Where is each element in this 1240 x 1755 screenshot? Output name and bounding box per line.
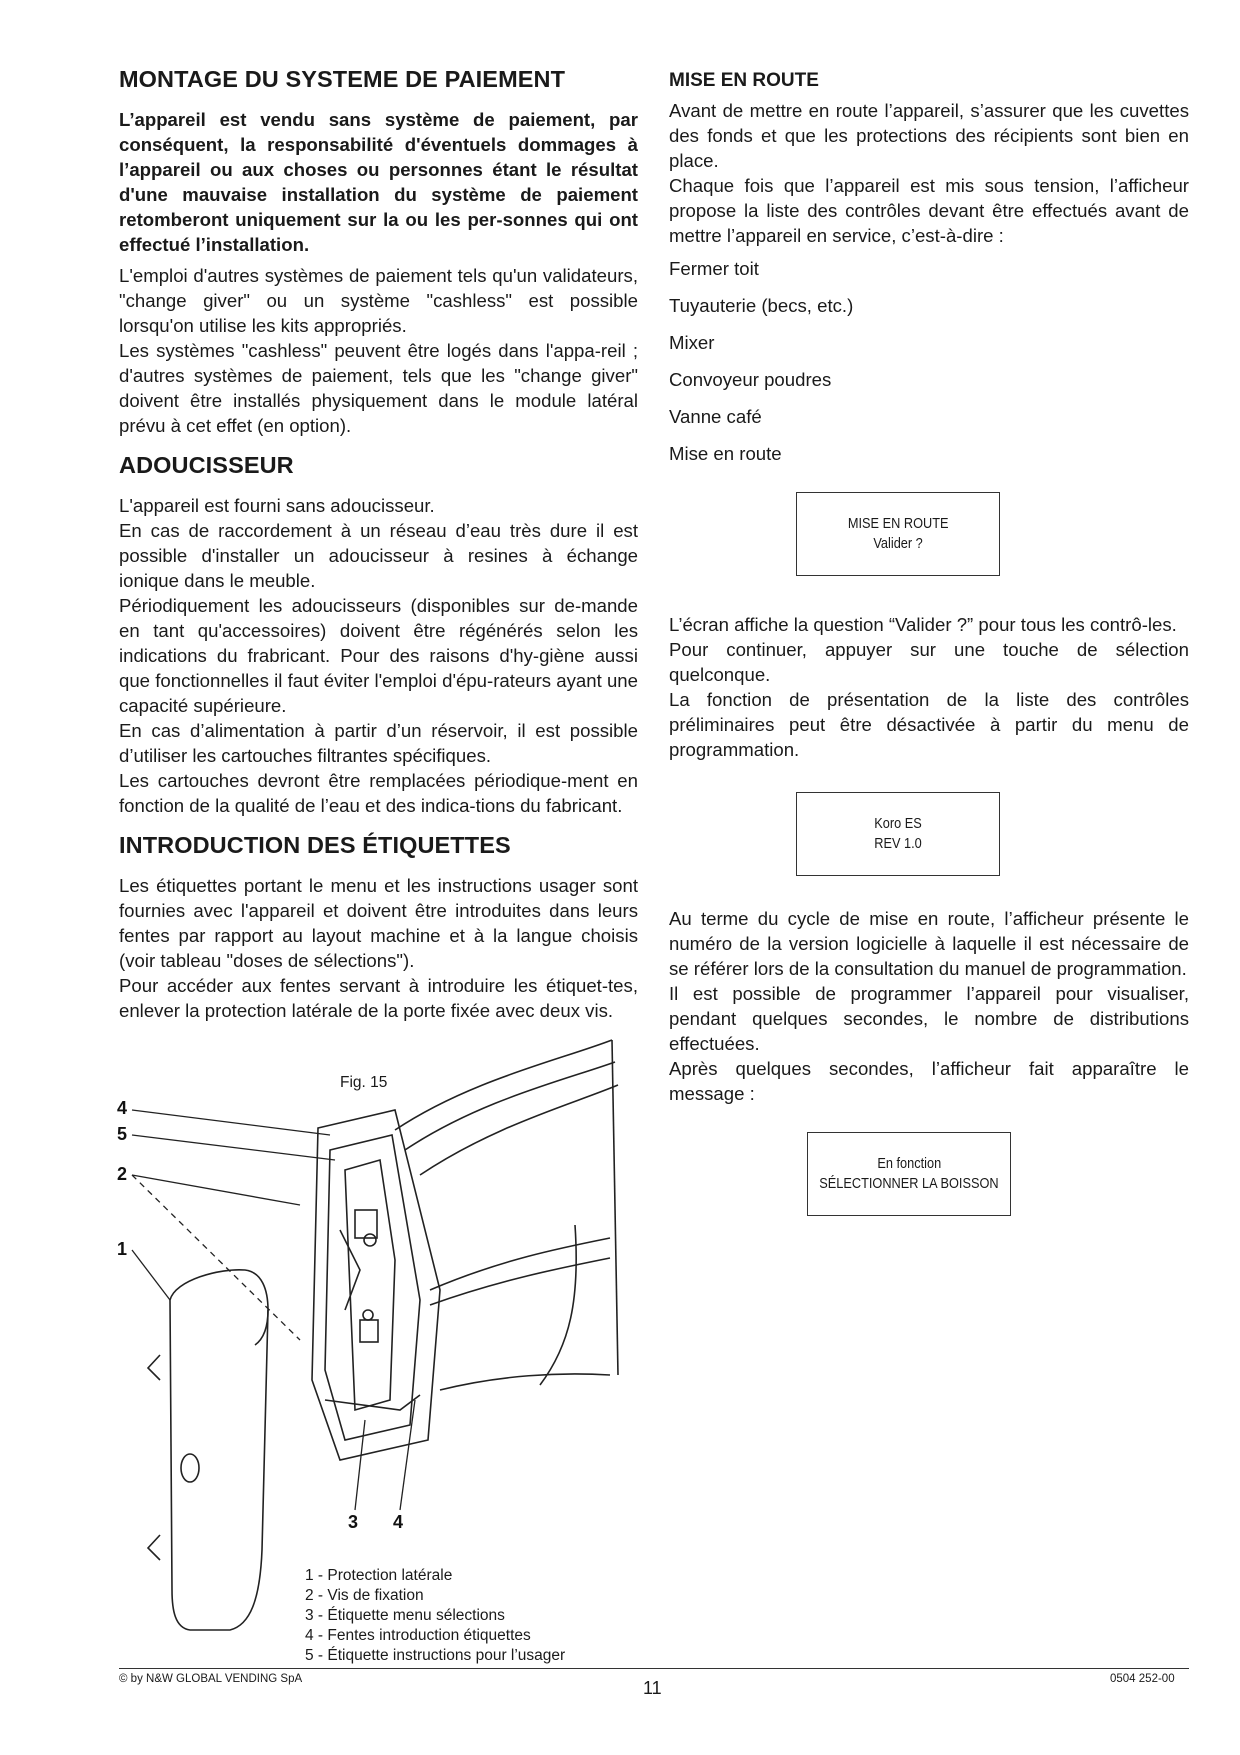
display-line: Valider ? — [873, 536, 923, 552]
startup-paragraph-2: Chaque fois que l’appareil est mis sous tension, l’afficheur propose la liste des contrôles devant être effectués avant de mettre l’appareil en service, c’est-à-dire : — [669, 175, 1189, 246]
legend-item: 4 - Fentes introduction étiquettes — [305, 1627, 531, 1644]
display-line: Koro ES — [874, 816, 922, 832]
payment-paragraph-2: Les systèmes "cashless" peuvent être logés dans l'appa-reil ; d'autres systèmes de paiement, tels que les "change giver" doivent être installés physiquement dans le module latéral prévu à cet effet (en option). — [119, 340, 638, 436]
display-message-version — [796, 792, 1000, 876]
labels-paragraph-2: Pour accéder aux fentes servant à introduire les étiquet-tes, enlever la protection latérale de la porte fixée avec deux vis. — [119, 975, 638, 1021]
callout-4-top: 4 — [117, 1098, 128, 1118]
list-item: Mise en route — [669, 443, 782, 464]
startup-paragraph-7: Il est possible de programmer l’appareil pour visualiser, pendant quelques secondes, le nombre de distributions effectuées. — [669, 983, 1189, 1054]
display-line: MISE EN ROUTE — [847, 516, 949, 532]
page-number: 11 — [643, 1678, 662, 1698]
softener-paragraph-4: En cas d’alimentation à partir d’un réservoir, il est possible d’utiliser les cartouches filtrantes spécifiques. — [119, 720, 638, 766]
startup-paragraph-4: Pour continuer, appuyer sur une touche de sélection quelconque. — [669, 639, 1189, 685]
callout-3: 3 — [348, 1512, 359, 1532]
legend-item: 1 - Protection latérale — [305, 1567, 453, 1584]
softener-paragraph-5: Les cartouches devront être remplacées périodique-ment en fonction de la qualité de l’eau et des indica-tions du fabricant. — [119, 770, 638, 816]
document-code: 0504 252-00 — [1110, 1673, 1175, 1685]
startup-paragraph-3: L’écran affiche la question “Valider ?” pour tous les contrô-les. — [669, 614, 1177, 635]
figure-caption: Fig. 15 — [340, 1074, 388, 1091]
display-message-ready — [807, 1132, 1011, 1216]
payment-warning: L’appareil est vendu sans système de paiement, par conséquent, la responsabilité d'éventuels dommages à l’appareil ou aux choses ou personnes étant le résultat d'une mauvaise installation du système de paiement retomberont uniquement sur la ou les per-sonnes qui ont effectué l’installation. — [119, 109, 638, 255]
startup-paragraph-8: Après quelques secondes, l’afficheur fait apparaître le message : — [669, 1058, 1189, 1104]
list-item: Convoyeur poudres — [669, 369, 832, 390]
footer-copyright: © by N&W GLOBAL VENDING SpA — [119, 1673, 303, 1685]
softener-paragraph-1: L'appareil est fourni sans adoucisseur. — [119, 495, 435, 516]
list-item: Fermer toit — [669, 258, 759, 279]
payment-paragraph-1: L'emploi d'autres systèmes de paiement tels qu'un validateurs, "change giver" ou un système "cashless" est possible lorsqu'on utilise les kits appropriés. — [119, 265, 638, 336]
labels-paragraph-1: Les étiquettes portant le menu et les instructions usager sont fournies avec l'appareil et doivent être introduites dans leurs fentes par rapport au layout machine et à la langue choisis (voir tableau "doses de sélections"). — [119, 875, 638, 971]
display-message-validate — [796, 492, 1000, 576]
list-item: Tuyauterie (becs, etc.) — [669, 295, 854, 316]
left-column — [119, 66, 638, 1023]
softener-paragraph-3: Périodiquement les adoucisseurs (disponibles sur de-mande en tant qu'accessoires) doivent être régénérés selon les indications du frabricant. Pour des raisons d'hy-giène aussi que fonctionnelles il faut éviter l'emploi d'épu-rateurs ayant une capacité supérieure. — [119, 595, 638, 716]
legend-item: 2 - Vis de fixation — [305, 1587, 424, 1604]
section-title-payment: MONTAGE DU SYSTEME DE PAIEMENT — [119, 66, 566, 92]
callout-5: 5 — [117, 1124, 128, 1144]
callout-2: 2 — [117, 1164, 128, 1184]
callout-1: 1 — [117, 1239, 128, 1259]
display-line: REV 1.0 — [874, 836, 922, 852]
startup-paragraph-1: Avant de mettre en route l’appareil, s’assurer que les cuvettes des fonds et que les protections des récipients sont bien en place. — [669, 100, 1189, 171]
checklist — [669, 256, 1189, 466]
display-line: En fonction — [877, 1156, 941, 1172]
section-title-startup: MISE EN ROUTE — [669, 70, 819, 91]
footer-divider — [119, 1668, 1189, 1669]
list-item: Mixer — [669, 332, 715, 353]
right-column — [669, 66, 1189, 1216]
softener-paragraph-2: En cas de raccordement à un réseau d’eau très dure il est possible d'installer un adoucisseur à resines à échange ionique dans le meuble. — [119, 520, 638, 591]
display-line: SÉLECTIONNER LA BOISSON — [819, 1176, 999, 1192]
section-title-softener: ADOUCISSEUR — [119, 452, 294, 478]
legend-item: 3 - Étiquette menu sélections — [305, 1607, 505, 1624]
startup-paragraph-5: La fonction de présentation de la liste des contrôles préliminaires peut être désactivée à partir du menu de programmation. — [669, 689, 1189, 760]
section-title-labels: INTRODUCTION DES ÉTIQUETTES — [119, 832, 511, 858]
figure-legend — [305, 1566, 565, 1666]
startup-paragraph-6: Au terme du cycle de mise en route, l’afficheur présente le numéro de la version logicielle à laquelle il est nécessaire de se référer lors de la consultation du manuel de programmation. — [669, 908, 1189, 979]
legend-item: 5 - Étiquette instructions pour l’usager — [305, 1647, 566, 1664]
callout-4-bottom: 4 — [393, 1512, 404, 1532]
list-item: Vanne café — [669, 406, 762, 427]
